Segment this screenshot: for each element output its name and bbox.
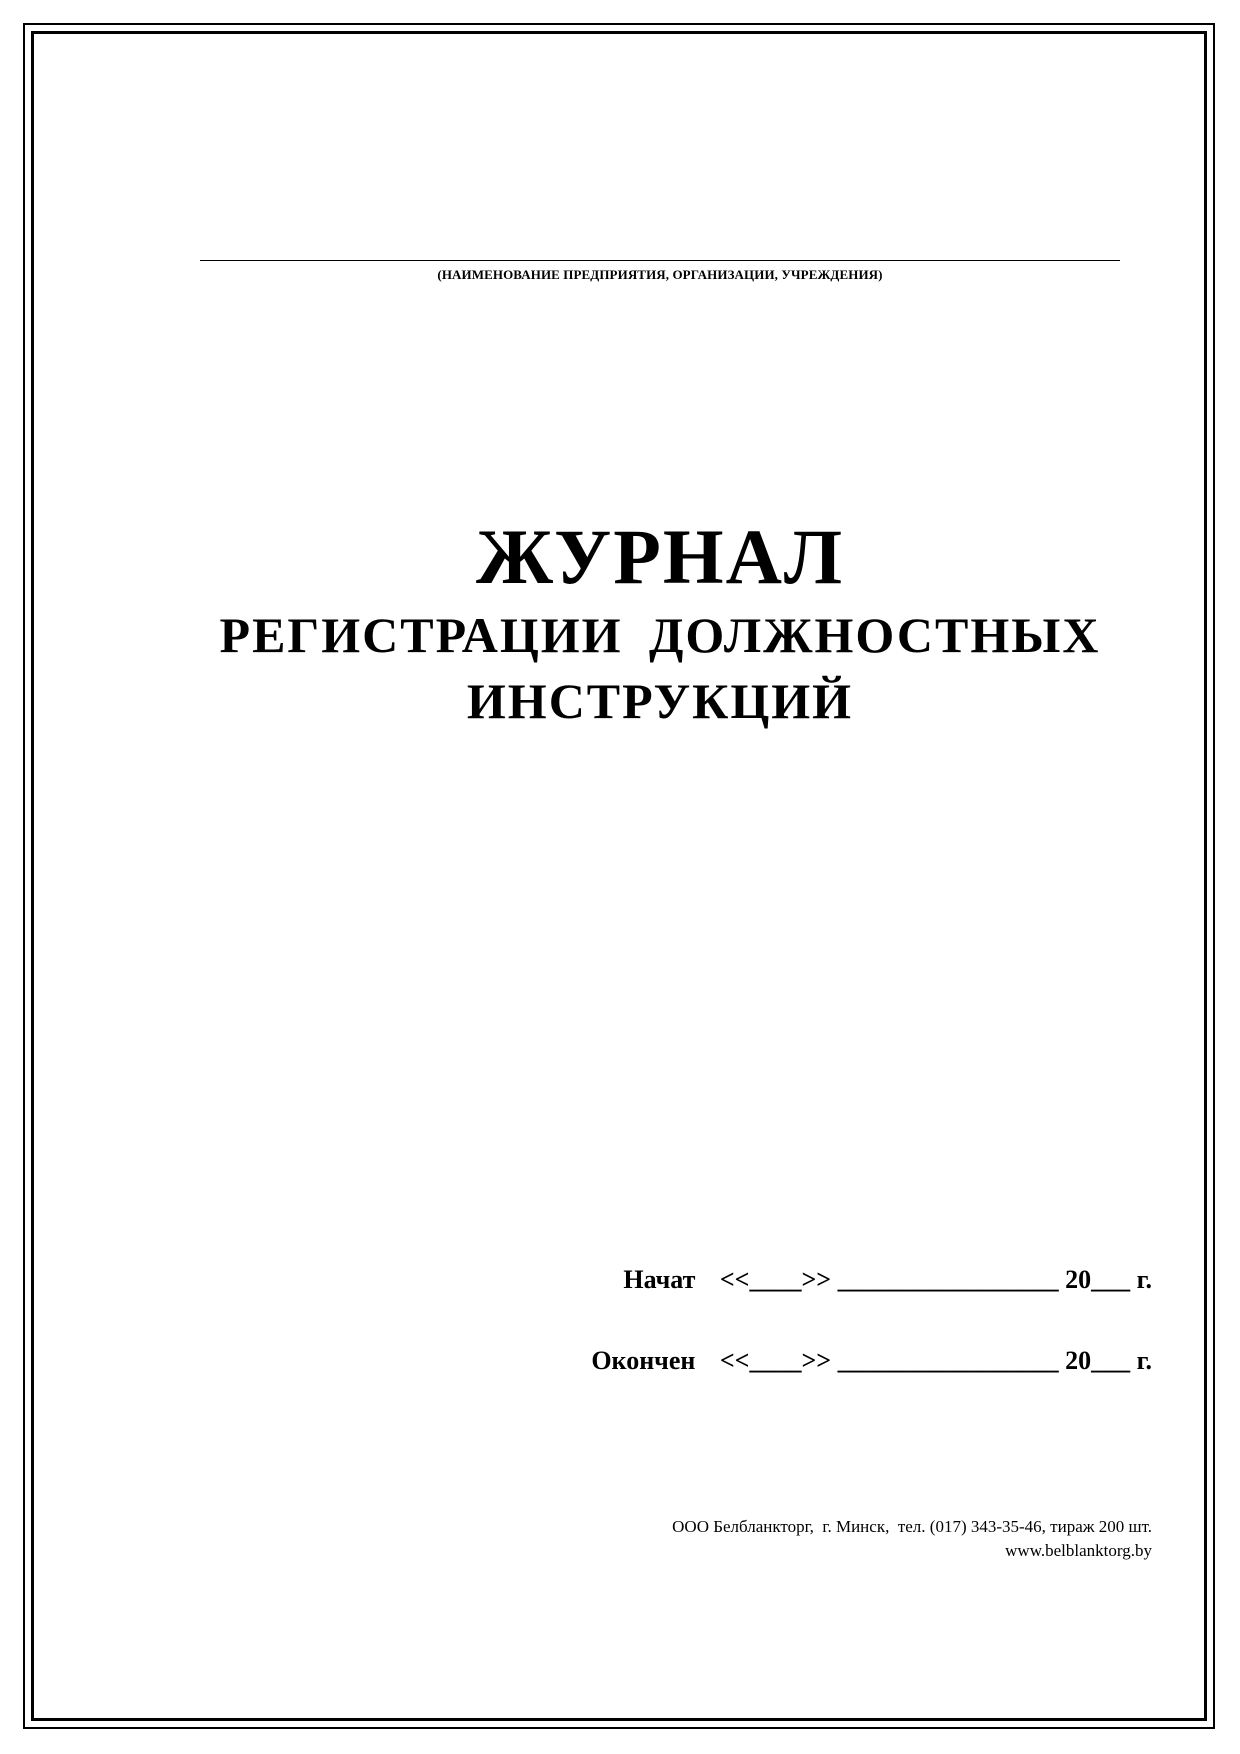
start-date-field: <<____>> _________________ 20___ г. <box>719 1265 1152 1294</box>
page-border-inner <box>31 31 1207 1721</box>
organization-caption: (НАИМЕНОВАНИЕ ПРЕДПРИЯТИЯ, ОРГАНИЗАЦИИ, УЧРЕЖДЕНИЯ) <box>437 267 883 282</box>
publisher-info <box>672 1515 1152 1563</box>
end-date-field: <<____>> _________________ 20___ г. <box>719 1346 1152 1375</box>
start-date-label: Начат <box>623 1265 696 1294</box>
journal-title: ЖУРНАЛ <box>475 513 845 600</box>
publisher-details: ООО Белбланкторг, г. Минск, тел. (017) 343-35-46, тираж 200 шт. <box>672 1517 1152 1536</box>
organization-name-line <box>200 260 1120 261</box>
end-date-label: Окончен <box>591 1346 696 1375</box>
start-date-row <box>623 1263 1152 1297</box>
journal-subtitle-line1: РЕГИСТРАЦИИ ДОЛЖНОСТНЫХ <box>219 607 1101 663</box>
journal-subtitle-line2: ИНСТРУКЦИЙ <box>466 673 854 729</box>
end-date-row <box>591 1344 1152 1378</box>
publisher-website: www.belblanktorg.by <box>1005 1541 1152 1560</box>
